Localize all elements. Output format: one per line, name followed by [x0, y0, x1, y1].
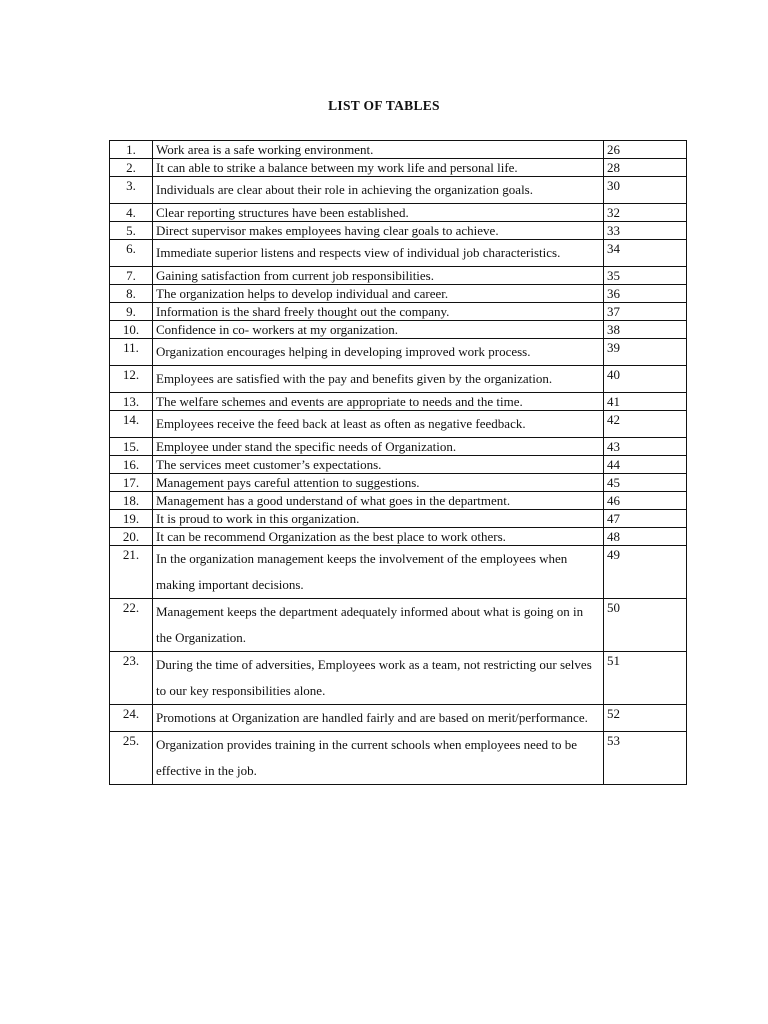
table-page-number: 51 [604, 652, 687, 705]
table-row [110, 366, 687, 393]
table-page-number: 39 [604, 339, 687, 366]
table-row [110, 303, 687, 321]
table-number: 18. [110, 492, 153, 510]
table-number: 12. [110, 366, 153, 393]
table-description-text: Employees are satisfied with the pay and benefits given by the organization. [156, 371, 553, 386]
table-description [153, 366, 604, 393]
table-description-text: In the organization management keeps the involvement of the employees when making important decisions. [156, 551, 568, 592]
table-description [153, 339, 604, 366]
table-description [153, 321, 604, 339]
table-row [110, 652, 687, 705]
table-row [110, 177, 687, 204]
table-row [110, 599, 687, 652]
table-description-text: Clear reporting structures have been established. [156, 205, 409, 220]
table-row [110, 732, 687, 785]
table-row [110, 456, 687, 474]
table-description-text: Gaining satisfaction from current job responsibilities. [156, 268, 434, 283]
table-description [153, 474, 604, 492]
table-row [110, 321, 687, 339]
table-number: 7. [110, 267, 153, 285]
table-page-number: 38 [604, 321, 687, 339]
table-description-text: It is proud to work in this organization. [156, 511, 360, 526]
table-description [153, 222, 604, 240]
table-page-number: 45 [604, 474, 687, 492]
table-description [153, 393, 604, 411]
table-description-text: The services meet customer’s expectations. [156, 457, 382, 472]
table-number: 3. [110, 177, 153, 204]
table-description [153, 456, 604, 474]
table-description [153, 492, 604, 510]
table-page-number: 52 [604, 705, 687, 732]
table-description [153, 141, 604, 159]
table-page-number: 43 [604, 438, 687, 456]
table-number: 24. [110, 705, 153, 732]
table-description [153, 599, 604, 652]
table-description-text: Immediate superior listens and respects view of individual job characteristics. [156, 245, 561, 260]
table-number: 2. [110, 159, 153, 177]
table-number: 19. [110, 510, 153, 528]
table-row [110, 474, 687, 492]
table-number: 4. [110, 204, 153, 222]
table-description [153, 285, 604, 303]
table-description [153, 705, 604, 732]
table-page-number: 28 [604, 159, 687, 177]
table-page-number: 53 [604, 732, 687, 785]
table-description-text: Information is the shard freely thought out the company. [156, 304, 450, 319]
table-description-text: Confidence in co- workers at my organization. [156, 322, 398, 337]
table-number: 5. [110, 222, 153, 240]
table-page-number: 48 [604, 528, 687, 546]
table-description [153, 240, 604, 267]
table-description-text: During the time of adversities, Employees work as a team, not restricting our selves to our key responsibilities alone. [156, 657, 592, 698]
table-number: 16. [110, 456, 153, 474]
table-row [110, 204, 687, 222]
table-row [110, 267, 687, 285]
table-number: 21. [110, 546, 153, 599]
table-page-number: 46 [604, 492, 687, 510]
table-row [110, 339, 687, 366]
table-description [153, 159, 604, 177]
table-row [110, 285, 687, 303]
table-page-number: 32 [604, 204, 687, 222]
table-body [110, 141, 687, 785]
table-page-number: 40 [604, 366, 687, 393]
table-page-number: 34 [604, 240, 687, 267]
table-row [110, 438, 687, 456]
table-number: 8. [110, 285, 153, 303]
table-description [153, 546, 604, 599]
table-number: 10. [110, 321, 153, 339]
page-title: LIST OF TABLES [328, 98, 440, 113]
table-description-text: The welfare schemes and events are appropriate to needs and the time. [156, 394, 523, 409]
table-number: 15. [110, 438, 153, 456]
table-page-number: 36 [604, 285, 687, 303]
table-row [110, 492, 687, 510]
table-number: 9. [110, 303, 153, 321]
table-row [110, 159, 687, 177]
list-of-tables [109, 140, 687, 785]
table-description-text: Organization encourages helping in developing improved work process. [156, 344, 531, 359]
table-description [153, 438, 604, 456]
table-description [153, 732, 604, 785]
table-page-number: 33 [604, 222, 687, 240]
table-page-number: 37 [604, 303, 687, 321]
table-description-text: The organization helps to develop individual and career. [156, 286, 449, 301]
table-page-number: 30 [604, 177, 687, 204]
table-row [110, 222, 687, 240]
table-description-text: Direct supervisor makes employees having clear goals to achieve. [156, 223, 499, 238]
table-row [110, 528, 687, 546]
table-description [153, 652, 604, 705]
table-number: 17. [110, 474, 153, 492]
table-page-number: 50 [604, 599, 687, 652]
table-description [153, 528, 604, 546]
table-description-text: Management has a good understand of what goes in the department. [156, 493, 511, 508]
table-description-text: Management keeps the department adequately informed about what is going on in the Organization. [156, 604, 584, 645]
table-page-number: 49 [604, 546, 687, 599]
table-description-text: It can able to strike a balance between my work life and personal life. [156, 160, 518, 175]
table-number: 6. [110, 240, 153, 267]
table-description-text: Promotions at Organization are handled fairly and are based on merit/performance. [156, 710, 588, 725]
table-description [153, 267, 604, 285]
table-number: 1. [110, 141, 153, 159]
table-row [110, 510, 687, 528]
table-description [153, 177, 604, 204]
table-description [153, 411, 604, 438]
table-row [110, 705, 687, 732]
table-page-number: 42 [604, 411, 687, 438]
table-page-number: 44 [604, 456, 687, 474]
table-number: 23. [110, 652, 153, 705]
table-number: 14. [110, 411, 153, 438]
table-description-text: Employee under stand the specific needs of Organization. [156, 439, 457, 454]
table-row [110, 240, 687, 267]
table-description-text: Individuals are clear about their role in achieving the organization goals. [156, 182, 533, 197]
table-number: 22. [110, 599, 153, 652]
table-page-number: 47 [604, 510, 687, 528]
table-number: 13. [110, 393, 153, 411]
table-description-text: Organization provides training in the current schools when employees need to be effective in the job. [156, 737, 578, 778]
table-description-text: Employees receive the feed back at least as often as negative feedback. [156, 416, 526, 431]
table-row [110, 411, 687, 438]
table-row [110, 393, 687, 411]
table-page-number: 26 [604, 141, 687, 159]
table-number: 25. [110, 732, 153, 785]
table-row [110, 546, 687, 599]
table-description-text: Management pays careful attention to suggestions. [156, 475, 420, 490]
table-row [110, 141, 687, 159]
table-number: 20. [110, 528, 153, 546]
table-description-text: It can be recommend Organization as the best place to work others. [156, 529, 506, 544]
table-description-text: Work area is a safe working environment. [156, 142, 374, 157]
table-description [153, 204, 604, 222]
table-page-number: 41 [604, 393, 687, 411]
table-number: 11. [110, 339, 153, 366]
table-page-number: 35 [604, 267, 687, 285]
table-description [153, 510, 604, 528]
table-description [153, 303, 604, 321]
